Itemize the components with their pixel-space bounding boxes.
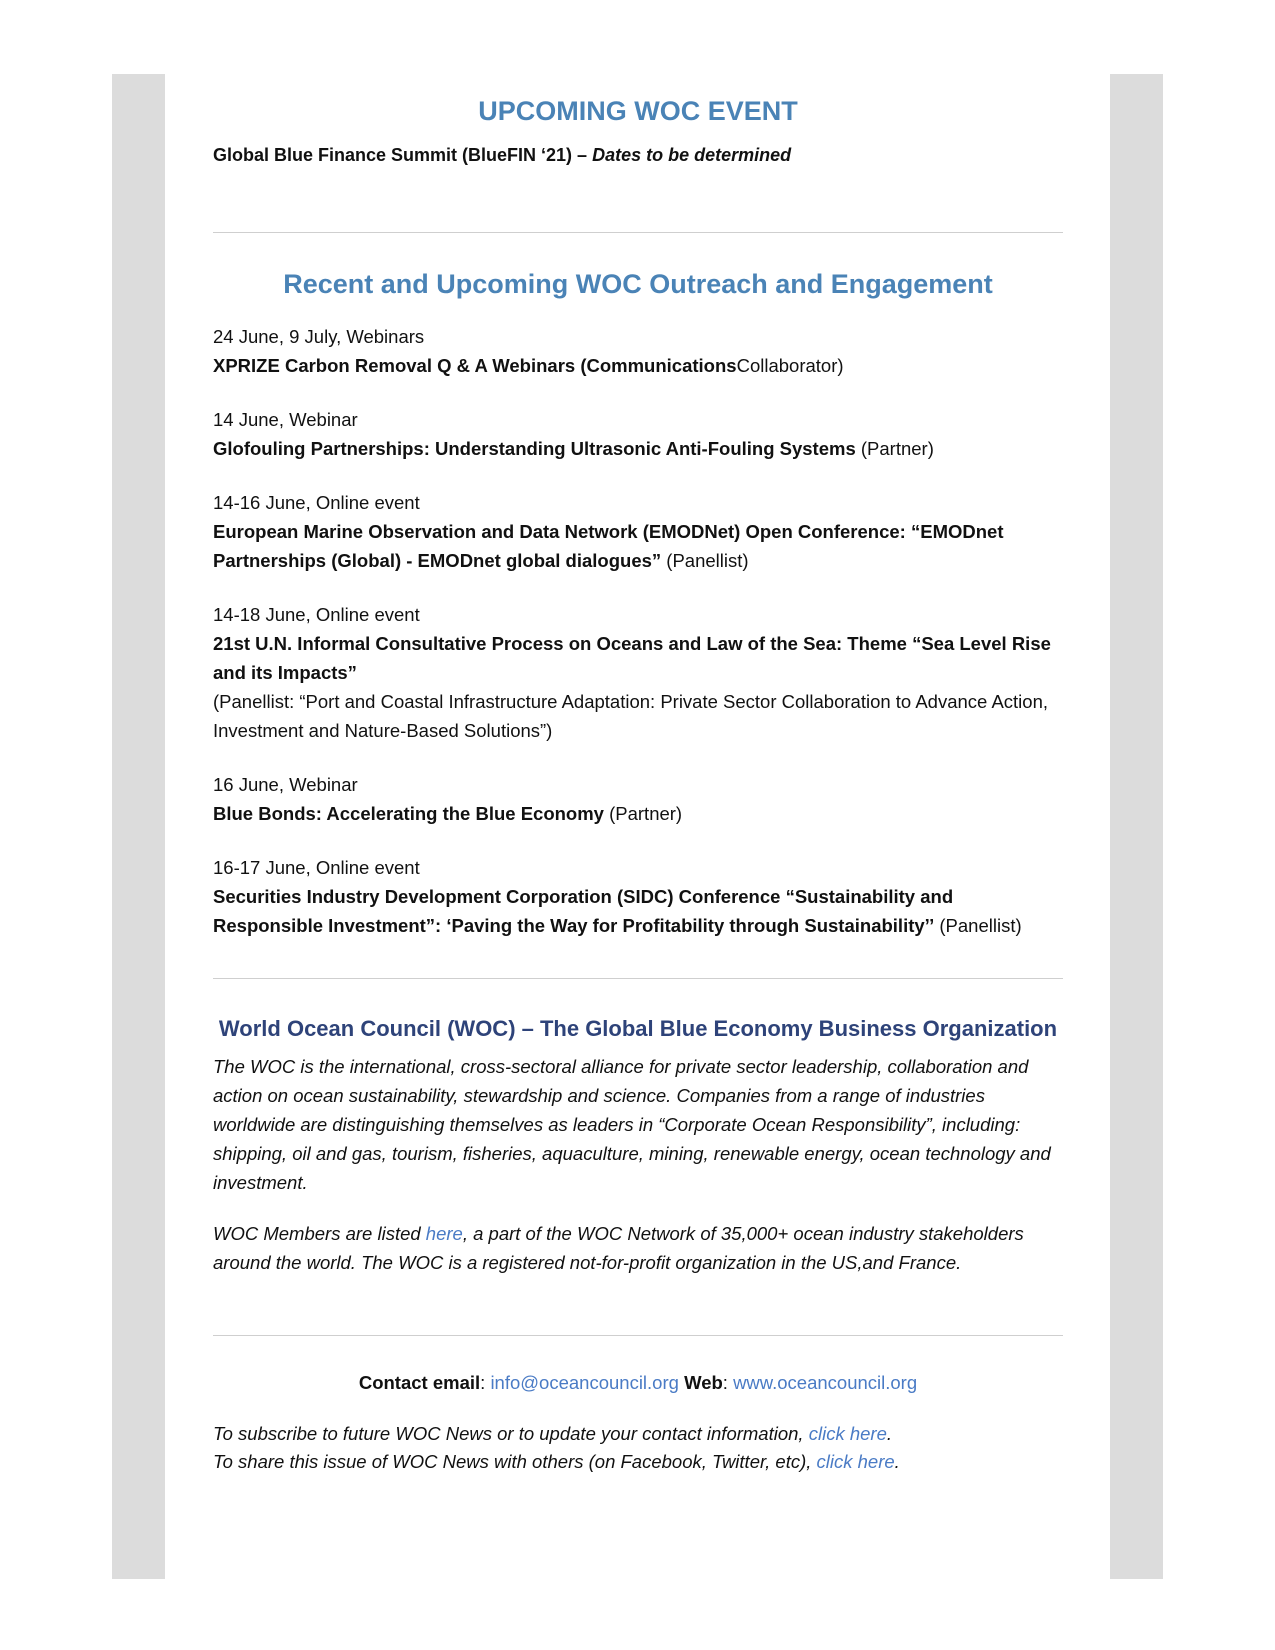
outreach-heading: Recent and Upcoming WOC Outreach and Engagement — [283, 269, 993, 299]
event-item — [213, 853, 1063, 940]
event-item — [213, 770, 1063, 828]
share-text: To share this issue of WOC News with others (on Facebook, Twitter, etc), — [213, 1451, 817, 1472]
event-meta: 14-16 June, Online event — [213, 492, 420, 513]
contact-line: Contact email: info@oceancouncil.org Web: www.oceancouncil.org — [358, 1372, 918, 1393]
outreach-event-list — [213, 322, 1063, 940]
event-title: European Marine Observation and Data Network (EMODNet) Open Conference: “EMODnet Partnerships (Global) - EMODnet global dialogues” — [213, 521, 1004, 571]
event-role: (Panellist: “Port and Coastal Infrastructure Adaptation: Private Sector Collaboration to Advance Action, Investment and Nature-Based Solutions”) — [213, 691, 1049, 741]
newsletter-content — [213, 96, 1063, 1476]
event-title: 21st U.N. Informal Consultative Process on Oceans and Law of the Sea: Theme “Sea Level Rise and its Impacts” — [213, 633, 1051, 683]
members-text-before: WOC Members are listed — [213, 1223, 426, 1244]
members-link[interactable]: here — [425, 1223, 463, 1244]
upcoming-event-date: Dates to be determined — [592, 145, 792, 165]
members-text-after: , a part of the WOC Network of 35,000+ ocean industry stakeholders around the world. The WOC is a registered not-for-profit organization in the US,and France. — [213, 1223, 1024, 1273]
event-role: (Panellist) — [934, 915, 1022, 936]
divider — [213, 232, 1063, 233]
share-line: To share this issue of WOC News with others (on Facebook, Twitter, etc), click here. — [213, 1451, 900, 1472]
about-section — [213, 1012, 1063, 1277]
web-label: Web — [684, 1372, 723, 1393]
event-item — [213, 322, 1063, 380]
event-title: XPRIZE Carbon Removal Q & A Webinars (Communications — [213, 355, 737, 376]
share-link[interactable]: click here — [816, 1451, 895, 1472]
right-gutter — [1110, 74, 1163, 1579]
subscribe-line: To subscribe to future WOC News or to update your contact information, click here. — [213, 1423, 892, 1444]
contact-email-link[interactable]: info@oceancouncil.org — [490, 1372, 679, 1393]
upcoming-event-line — [213, 145, 1063, 166]
event-title: Glofouling Partnerships: Understanding Ultrasonic Anti-Fouling Systems — [213, 438, 856, 459]
subscribe-text: To subscribe to future WOC News or to update your contact information, — [213, 1423, 809, 1444]
event-role: (Panellist) — [661, 550, 749, 571]
event-title: Blue Bonds: Accelerating the Blue Economy — [213, 803, 604, 824]
event-title: Securities Industry Development Corporation (SIDC) Conference “Sustainability and Responsible Investment”: ‘Paving the Way for Profitability through Sustainability’’ — [213, 886, 954, 936]
event-role: Collaborator) — [736, 355, 844, 376]
web-link[interactable]: www.oceancouncil.org — [733, 1372, 918, 1393]
event-role: (Partner) — [609, 803, 683, 824]
subscribe-link[interactable]: click here — [808, 1423, 887, 1444]
event-item — [213, 488, 1063, 575]
event-meta: 24 June, 9 July, Webinars — [213, 326, 425, 347]
divider — [213, 1335, 1063, 1336]
upcoming-event-name: Global Blue Finance Summit (BlueFIN ‘21) – — [213, 145, 593, 165]
event-item — [213, 405, 1063, 463]
event-role: (Partner) — [860, 438, 934, 459]
footer-links — [213, 1420, 1063, 1476]
contact-email-label: Contact email — [358, 1372, 481, 1393]
event-item — [213, 600, 1063, 745]
about-paragraph: The WOC is the international, cross-sectoral alliance for private sector leadership, collaboration and action on ocean sustainability, stewardship and science. Companies from a range of industries worldwide are distinguishing themselves as leaders in “Corporate Ocean Responsibility”, including: shipping, oil and gas, tourism, fisheries, aquaculture, mining, renewable energy, ocean technology and investment. — [213, 1056, 1051, 1193]
about-heading: World Ocean Council (WOC) – The Global Blue Economy Business Organization — [218, 1016, 1058, 1041]
members-paragraph — [213, 1219, 1063, 1277]
upcoming-event-heading: UPCOMING WOC EVENT — [478, 96, 798, 126]
event-meta: 16 June, Webinar — [213, 774, 358, 795]
event-meta: 16-17 June, Online event — [213, 857, 420, 878]
event-meta: 14-18 June, Online event — [213, 604, 420, 625]
left-gutter — [112, 74, 165, 1579]
event-meta: 14 June, Webinar — [213, 409, 358, 430]
divider — [213, 978, 1063, 979]
